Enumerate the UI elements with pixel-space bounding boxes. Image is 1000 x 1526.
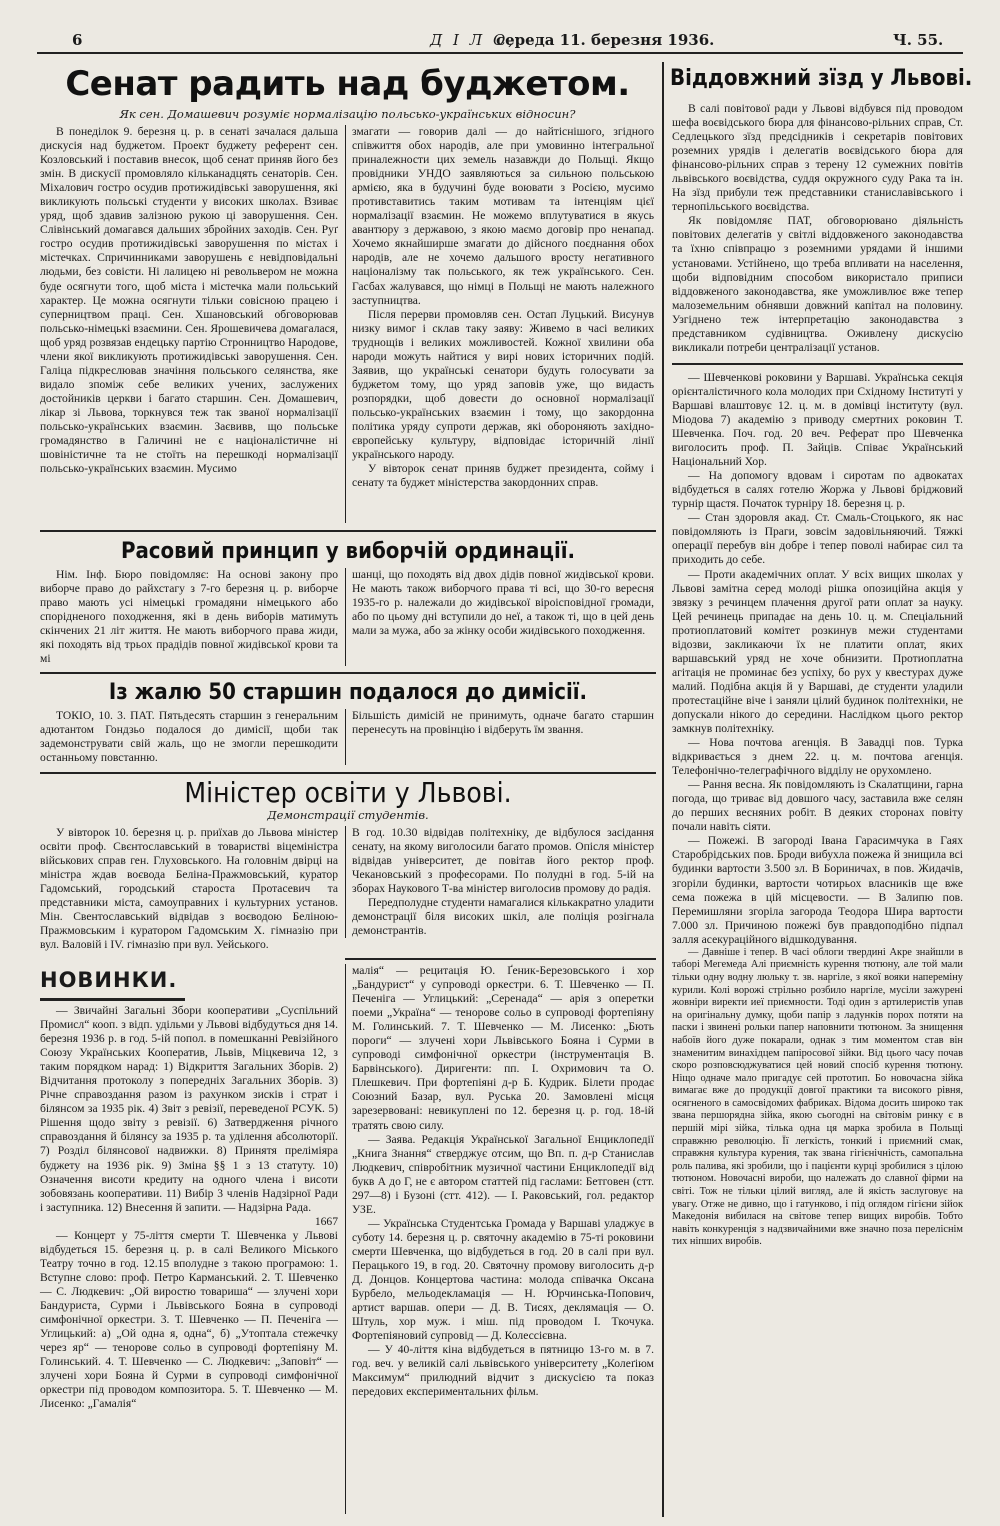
tokyo-column-2 (352, 709, 654, 769)
senate-paragraph-4: У вівторок сенат приняв буджет президента, сойму і сенату та буджет міністерства закордонних справ. (352, 462, 654, 490)
paper-name: Д І Л О, (430, 31, 517, 49)
minister-paragraph-2: В год. 10.30 відвідав політехніку, де відбулося засідання сенату, на якому виголосили багато промов. Опісля міністер відвідав університет, де повітав його ректор проф. Чекановський з професорами. По полудні в год. 5-ій на зборах Наукового Т-ва міністер виголосив промову до радія. (352, 826, 654, 896)
minister-headline: Міністер освіти у Львові. (184, 776, 512, 809)
right-news-fires: — Пожежі. В загороді Івана Гарасимчука в Гаях Старобрідських пов. Броди вибухла пожежа й знищила всі будинки вартости 3.500 зл. В Бориничах, в пов. Жидачів, згоріли будинки, вартости чотирьох власників ще вже сема пожежа в цій місцевости. — В Залипю пов. Перемишляни згоріла загорода Теодора Шира вартости 7.000 зл. Причиною пожежі був правдоподібно підпал залля асекураційного відшкодування. (672, 834, 963, 946)
race-paragraph-1: Нім. Інф. Бюро повідомляє: На основі закону про виборче право до райхстагу з 7-го березня ц. р. виборче право мають усі німецькі громадяни німецького або спорідненого походження, які в день виборів матимуть скінчених 21 літ життя. Не мають виборчого права жиди, які походять від трьох прадідів повної жидівської крови та мі (40, 568, 338, 666)
right-paragraph-2: Як повідомляє ПАТ, обговорювано діяльність повітових делегатів у світлі віддовженого законодавства та їхню співпрацю з роземними урядами й іншими установами. Устійнено, що треба впливати на населення, щоби відповідним способом використало приписи віддовженого законодавства, яке уможливлює вже тепер малоземельним обнявши довжний капітал на половину. Узгіднено теж інтерпретацію законодавства з представником судівництва. Оживлену дискусію викликали потреби централізації установ. (672, 214, 963, 354)
senate-paragraph-1: В понеділок 9. березня ц. р. в сенаті зачалася дальша дискусія над буджетом. Проект буджету референт сен. Козловський і поставив внесок, щоб сенат приняв його без змін. В дискусії промовляло кільканадцять сенаторів. Сен. Міхалович гостро осудив протижидівські заворушення, які викликують польські студенти у високих школах. Взиває уряд, щоб здавив залізною рукою ці заворушення. Сен. Слівінський домагався дальших збройних заходів. Сен. Руґ гостро осудив протижидівські заворушення по містах і містечках. Спричинниками заворушень є невідповідальні людьми, без совісти. Ні лалицею ні револьвером не можна буде осягнути того, щоб міста і містечка мали польський характер. Це можна осягнути тільки совісною працею і суперництвом праці. Сен. Хшановський обговорював польсько-німецькі взаємини. Сен. Ярошевичева домагалася, щоб уряд розвязав ендецьку партію Стронництво Народове, члени якої викликують протижидівські заворушення. Сен. Галіца підкреслював значіння польського селянства, яке видало зпоміж себе великих учених, заслужених достойників церкви і багато старшин. Сен. Домашевич, лікар зі Львова, торкнувся теж так званої нормалізації польсько-українських взаємин. Заєвивв, що польське громадянство в Галичині не є націоналістичне ні шовіністичне та не стоїть на перешкоді нормалізації польсько-українських взаємин. Мусимо (40, 125, 338, 476)
right-rule-1 (672, 355, 963, 365)
issue-date: середа 11. березня 1936. (496, 31, 715, 49)
news-concert-continued: малія“ — рецитація Ю. Ґеник-Березовського і хор „Бандурист“ у супроводі оркестри. 6. Т. Шевченко — П. Печеніга — Углицький: „Серенада“ — арія з оперетки поеми „Україна“ — тенорове сольо в супроводі фортепіяну М. Голинський. 7. Т. Шевченко — М. Лисенко: „Бють пороги“ — злучені хори Львівського Бояна і Сурми в супроводі симфонічної оркестри (інструментація В. Барвінського). Диригенти: пп. І. Охримович та О. Плешкевич. При фортепіяні д-р Б. Кудрик. Білети продає Союзний Базар, вул. Руська 20. Замовлені місця зарезервовані: невикуплені по 12. березня ц. р. год. 18-ій тратять свою силу. (352, 964, 654, 1132)
right-news-widows: — На допомогу вдовам і сиротам по адвокатах відбудеться в салях готелю Жоржа у Львові бріджовий турнір щастя. Початок турніру 18. березня ц. р. (672, 469, 963, 511)
right-news-fees: — Проти академічних оплат. У всіх вищих школах у Львові замітна серед молоді рішка опозиційна акція у звязку з речинцем плачення другої рати оплат за науку. Цей речинець припадає на день 10. ц. м. Спеціальний протиоплатовий комітет розкинув межи студентами відозви, закликаючи їх не платити оплат, яких варшавський уряд не хоче обнизити. Протиоплатна агітація не проминає без успіху, бо рух у квестурах дуже малий. Подібна акція й у Варшаві, де студенти уладили протестаційне віче і заняли цілий будинок політехніки, не допускали нікого до середини. Наслідком цього ректор замкнув політехніку. (672, 567, 963, 736)
news-column-divider (345, 964, 346, 1514)
tokyo-paragraph-1: ТОКІО, 10. 3. ПАТ. Пятьдесять старшин з генеральним адютантом Гондзьо подалося до димісії, щоби так задемонструвати свій жаль, що не змогли перешкодити останньому повстанню. (40, 709, 338, 765)
minister-column-1 (40, 826, 338, 952)
page-number: 6 (72, 31, 83, 49)
news-coop-number: 1667 (314, 1214, 338, 1228)
tokyo-headline: Із жалю 50 старшин подалося до димісії. (108, 680, 588, 705)
senate-subtitle: Як сен. Домашевич розуміє нормалізацію польсько-українських відносин? (119, 107, 576, 121)
minister-bottom-rule (345, 958, 656, 960)
issue-number: Ч. 55. (893, 31, 944, 49)
race-headline: Расовий принцип у виборчій ординації. (120, 539, 576, 564)
news-student-community: — Українська Студентська Громада у Варшаві уладжує в суботу 14. березня ц. р. святочну академію в 75-ті роковини смерти Шевченка, що відбудеться в год. 20 в салі при вул. Перацького 19, в год. 20. Святочну промову виголосить д-р Д. Донцов. Концертова частина: молода співачка Оксана Бурбело, мельодекламація — Н. Юрчинська-Попович, артист варшав. опери — Д. В. Тисях, деклямація — О. Штуль, хор муж. і міш. під проводом І. Ткочука. Фортепіяновий супровід — Д. Колессієвна. (352, 1216, 654, 1343)
race-column-2 (352, 568, 654, 668)
masthead-rule (37, 52, 963, 54)
senate-bottom-rule (40, 530, 656, 532)
news-section-heading: НОВИНКИ. (40, 968, 178, 992)
senate-paragraph-3: Після перерви промовляв сен. Остап Луцький. Висунув низку вимог і склав таку заяву: Живемо в часі великих труднощів і великих можливостей. Кожної хвилини оба народи можуть найтися у вирі нових історичних подій. Заявив, що українські сенатори будуть голосувати за буджетом тому, що уряд заповів уже, що видасть розпорядки, щоб довести до основної нормалізації польсько-українських взаємин і тому, що закордонна політика уряду супроти держав, які обороняють західно-європейську культуру, відповідає історичній лінії українського народу. (352, 307, 654, 462)
tokyo-column-1 (40, 709, 338, 769)
news-heading-underline (40, 998, 185, 1001)
race-column-1 (40, 568, 338, 668)
senate-column-1 (40, 125, 338, 525)
senate-paragraph-2: змагати — говорив далі — до найтіснішого, згідного співжиття обох народів, але при умовинно інтегральної приналежности цих земель назавжди до Польщі. Якщо провідники УНДО заявляються за сильною польською армією, яка в будучині буде воювати з Росією, мусимо противставитись таким мотивам та інтенціям цієї нормалізації взаємин. Не можемо вплутуватися в якусь авантюру з державою, з якою маємо договір про ненапад. Хочемо якнайширше змагати до дійсного поєднання обох народів, але не хочемо дальшого вросту негативного націоналізму так польського, як теж українського. Сен. Гасбах жалувався, що німці в Польщі не мають належного заступництва. (352, 125, 654, 307)
news-encyclopedia-statement: — Заява. Редакція Української Загальної Енциклопедії „Книга Знання“ стверджує отсим, що Вп. п. д-р Станислав Людкевич, співробітник музичної частини Енциклопедії від букв А до Г, не є автором статтей під гаслами: Бетговен (стт. 297—8) і Бузоні (стт. 412). — І. Раковський, гол. редактор УЗЕ. (352, 1132, 654, 1216)
news-cinema-anniversary: — У 40-ліття кіна відбудеться в пятницю 13-го м. в 7. год. веч. у великій салі львівського університету „Колеґіюм Максимум“ прилюдний відчит з дискусією та показ передових експериментальних фільм. (352, 1343, 654, 1399)
right-news-shevchenko: — Шевченкові роковини у Варшаві. Українська секція орієнталістичного кола молодих при Східному Інституті у Варшаві влаштовує 12. ц. м. в домівці інституту (вул. Міодова 7) академію з приводу смертних роковин Т. Шевченка. Поч. год. 20 веч. Реферат про Шевченка виголосить проф. П. Зайців. Співає Український Національний Хор. (672, 370, 963, 469)
right-news-post: — Нова почтова агенція. В Завадці пов. Турка відкривається з днем 22. ц. м. почтова агенція. Телефонічно-телеграфічного відділу не орухомлено. (672, 736, 963, 778)
tokyo-column-divider (345, 709, 346, 765)
tokyo-paragraph-2: Більшість димісій не принимуть, одначе багато старшин перенесуть на провінцію і відберуть їм звання. (352, 709, 654, 737)
news-left-column-1 (40, 1004, 338, 1516)
news-concert: — Концерт у 75-ліття смерти Т. Шевченка у Львові відбудеться 15. березня ц. р. в салі Великого Міського Театру точно в год. 12.15 вполудне з такою програмою: 1. Вступне слово: проф. Петро Карманський. 2. Т. Шевченко — С. Людкевич: „Ой виростю товариша“ — злучені хори Бандуриста, Сурми і Львівського Бояна в супроводі симфонічної оркестри. 3. Т. Шевченко — П. Печеніга — Углицький: а) „Ой одна я, одна“, б) „Утоптала стежечку через яр“ — тенорове сольо в супроводі фортепіяну М. Голинський. 4. Т. Шевченко — С. Людкевич: „Заповіт“ — злучені хори Бояна й Сурми в супроводі симфонічної оркестри під проводом композитора. 5. Т. Шевченко — М. Лисенко: „Гамалія“ (40, 1228, 338, 1411)
minister-paragraph-1: У вівторок 10. березня ц. р. приїхав до Львова міністер освіти проф. Свєнтославський в товаристві віцеміністра військових справ ген. Глуховського. На головнім двірці на міністра ждав воєвода Беліна-Пражмовський, куратор Гадомський, городський староста Протасевич та представники міста, самоуправних і культурних установ. Мін. Свентославський відвідав з воєводою Беліною-Пражмовським і куратором Гадомським Х. гімназію при вул. Валовій і IV. гімназію при вул. Уейського. (40, 826, 338, 952)
right-news-spring: — Рання весна. Як повідомляють із Скалатщини, гарна погода, що триває від довшого часу, заставила вже селян до перших весняних робіт. В деяких сторонах повіту почали навіть сіяти. (672, 778, 963, 834)
race-bottom-rule (40, 672, 656, 674)
tokyo-bottom-rule (40, 772, 656, 774)
right-headline: Віддовжний зїзд у Львові. (670, 66, 973, 91)
senate-column-divider (345, 125, 346, 523)
news-left-column-2 (352, 964, 654, 1516)
right-news-health: — Стан здоровля акад. Ст. Смаль-Стоцького, як нас повідомляють із Праги, зовсім задовільняючий. Тяжкі операції перебув він добре і тепер поволі набирає сил та приходить до себе. (672, 511, 963, 567)
senate-column-2 (352, 125, 654, 525)
main-column-divider (662, 62, 664, 1517)
senate-headline: Сенат радить над буджетом. (65, 64, 630, 104)
race-column-divider (345, 568, 346, 666)
minister-subtitle: Демонстрації студентів. (267, 808, 429, 822)
minister-column-divider (345, 826, 346, 938)
race-paragraph-2: шанці, що походять від двох дідів повної жидівської крови. Не мають також виборчого права ті всі, що 30-го вересня 1935-го р. належали до жидівської віроісповідної громади, або по цьому дні вступили до неї, а також ті, що в цей день мали за мужа, або за жінку особи жидівського походження. (352, 568, 654, 638)
minister-column-2 (352, 826, 654, 941)
right-column (672, 102, 963, 1516)
right-paragraph-1: В салі повітової ради у Львові відбувся під проводом шефа воєвідського бюра для фінансово-рільних справ, Ст. Седлецького зїзд предсідників і секретарів повітових роземних урядів і делегатів воєвідського бюра для фінансово-рільних справ з терену 12 сумежних повітів львівського воєвідства, суддя окружного суду Рака та ін. На зїзд прибули теж представники станиславівського і тернопільського воєвідства. (672, 102, 963, 214)
right-news-past-present: — Давніше і тепер. В часі облоги твердині Акре знайшли в таборі Мегемеда Алі приємність курення тютюну, але той мали тільки одну водну люльку т. зв. наргіле, з якої вояки напереміну курили. Колі ворожі стрільно розбило наргіле, мусіли зажурені жовніри виректи иеї приємности. Тоді один з артилеристів упав на оригінальну думку, щоби папір з ладунків порох потяти на паски і звинені рольки папер наповнити тютюном. За знищення набоїв його дуже покарали, однак з тим моментом став він знаменитим винахідцем папіросової зійки. Від цього часу почав скоро розповсюджуватися цей новий спосіб курення тютюну. Ніщо одначе мало пригадує сей прототип. Бо новочасна зійка вимагає вже до продукції довгої практики та високого рівня, осягненого в самосвідомих фабриках. Відома досить широко так звана першорядна зійка, якою сьогодні на світовім ринку є в першій мірі зійка, тілька одна ця марка зробила в Польщі справжню революцію. Її легкість, тонкий і приємний смак, справжня культура курения, так звана гігієнічність, самопальна роль палива, які зробили, що і пацієнти курці зробилися з цілою тютюном. Новочасні вироби, що належать до славної фірми на світі. Тож не тільки цілий вигляд, але й якість заслуговує на увагу. Отже не дивно, що і гатунково, і під оглядом гігієни зійок Македонія вибилася на світове тепер вищих виробів. Тобто навіть конкуренція з надзвичайними вже значно поза переліснім тих ніпших виробів. (672, 946, 963, 1248)
news-coop-meeting: — Звичайні Загальні Збори кооперативи „Суспільний Промисл“ кооп. з відп. удільми у Львові відбудуться дня 14. березня 1936 р. в год. 5-ій попол. в помешканні Ревізійного Союзу Українських Кооператив, Львів, Міцкевича 12, з таким порядком нарад: 1) Відкриття Загальних Зборів. 2) Відчитання протоколу з попередніх Загальних Зборів. 3) Річне справоздання разом із рахунком зисків і страт і білянсом за 1935 рік. 4) Звіт з ревізії, переведеної РСУК. 5) Рішення щодо звіту з ревізії. 6) Затвердження річного справоздання й білянсу за 1935 р. та уділення абсолюторії. 7) Розділ білянсової надвижки. 8) Принятя преліміяра буджету на 1936 рік. 9) Зміна §§ 1 з 13 статуту. 10) Означення висоти кредиту на одного члена і висоти зобовязань кооперативи. 11) Вибір 3 членів Надзірної Ради і заступника. 12) Внесення й запити. — Надзірна Рада. (40, 1004, 338, 1214)
minister-paragraph-3: Передполудне студенти намагалися кількакратно уладити демонстрації біля високих шкіл, але поліція розігнала демонстрантів. (352, 896, 654, 938)
